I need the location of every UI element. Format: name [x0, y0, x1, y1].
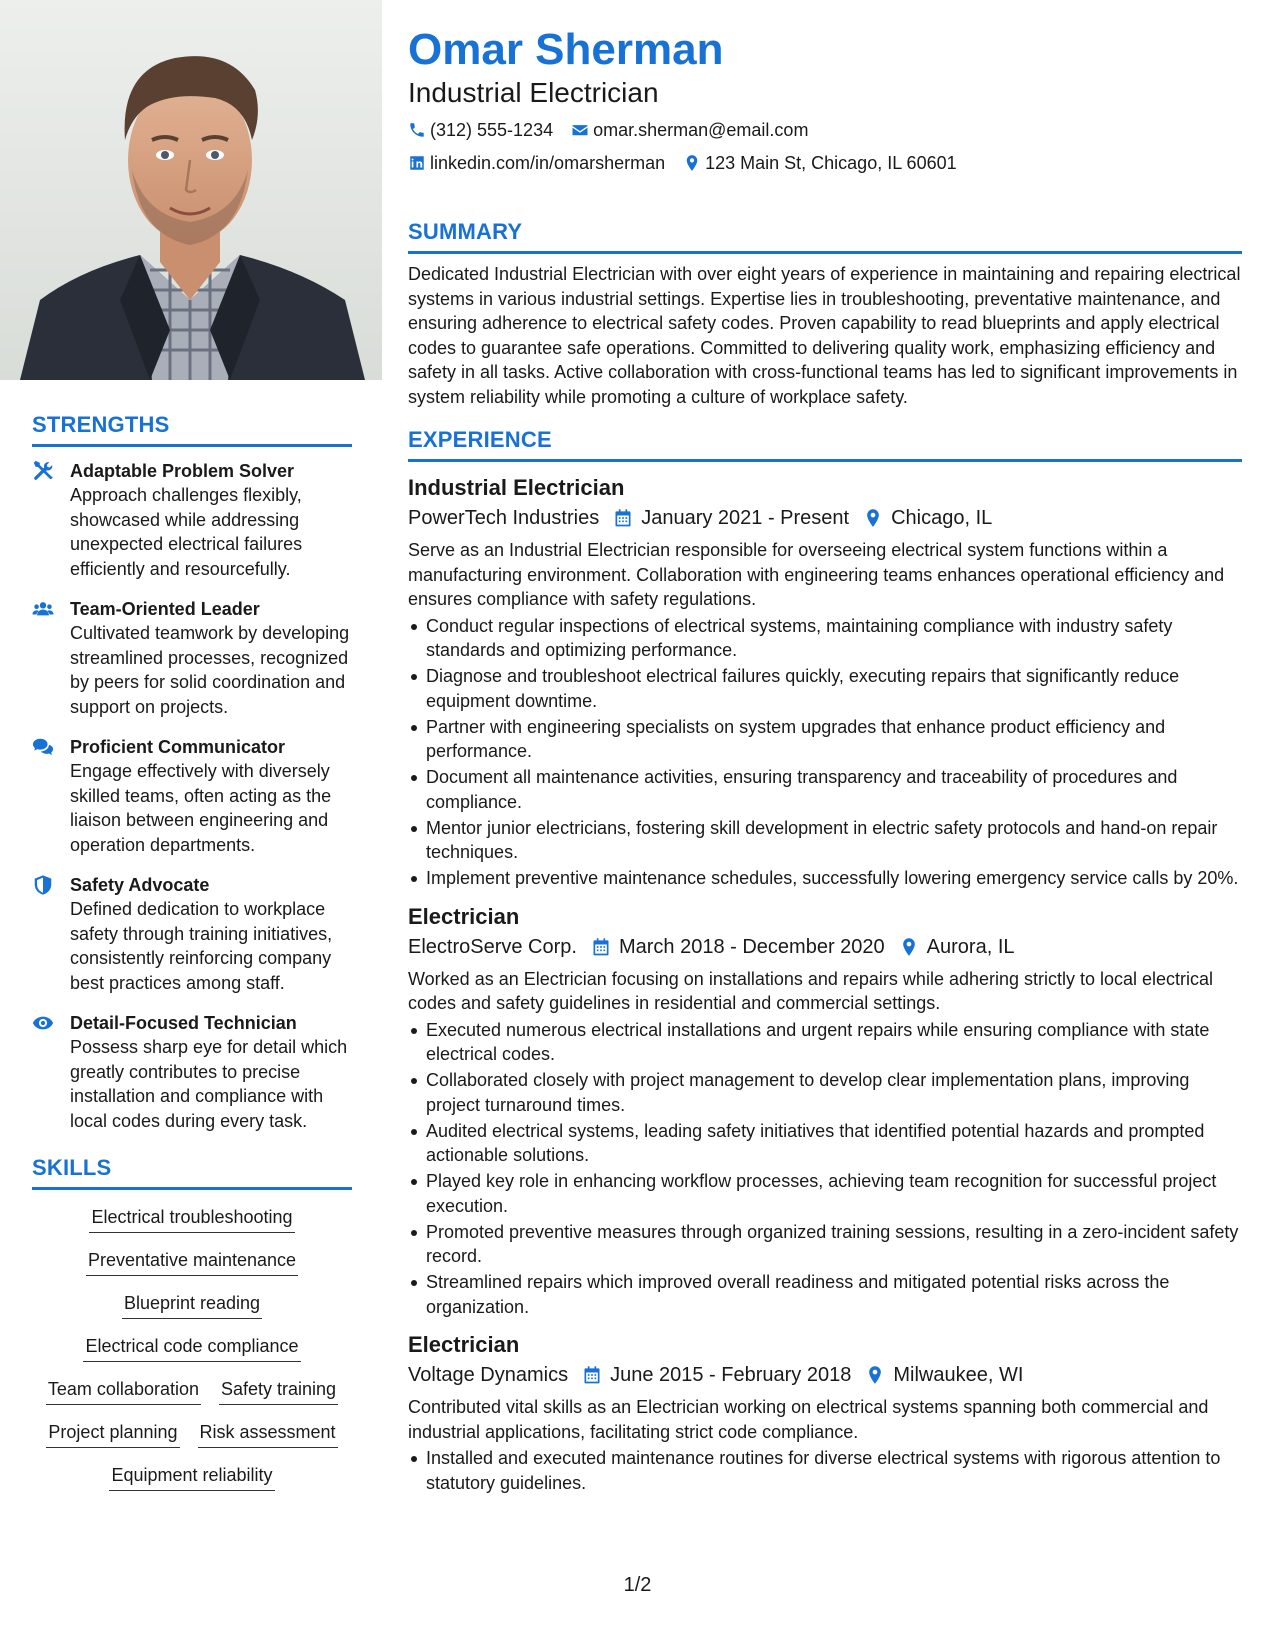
- comments-icon: [32, 735, 70, 857]
- summary-text: Dedicated Industrial Electrician with over eight years of experience in maintaining and repairing electrical systems in various industrial settings. Expertise lies in troubleshooting, preventative maintenance, and ensuring adherence to electrical safety codes. Proven capability to read blueprints and apply electrical codes to guarantee safe operations. Committed to delivering quality work, emphasizing efficiency and safety in all tasks. Active collaboration with cross-functional teams has led to significant improvements in system reliability while promoting a culture of workplace safety.: [408, 264, 1241, 407]
- sidebar-content: [32, 412, 352, 1491]
- job-entry: [408, 1331, 1242, 1495]
- linkedin-icon: [408, 154, 426, 172]
- envelope-icon: [571, 121, 589, 139]
- phone-icon: [408, 121, 426, 139]
- company-name: ElectroServe Corp.: [408, 935, 577, 958]
- eye-icon: [32, 1011, 70, 1133]
- list-item: Installed and executed maintenance routines for diverse electrical systems with rigorous attention to statutory guidelines.: [408, 1446, 1242, 1495]
- sidebar: [0, 0, 382, 1650]
- list-item: Conduct regular inspections of electrical systems, maintaining compliance with industry safety standards and optimizing performance.: [408, 614, 1242, 663]
- strength-description: Approach challenges flexibly, showcased while addressing unexpected electrical failures efficiently and resourcefully.: [70, 485, 303, 579]
- profile-photo: [0, 0, 382, 380]
- location-pin-icon: [683, 154, 701, 172]
- job-description: Serve as an Industrial Electrician responsible for overseeing electrical system functions within a manufacturing environment. Collaboration with engineering teams enhances operational efficiency and ensures compliance with safety regulations.: [408, 540, 1225, 609]
- job-dates: January 2021 - Present: [641, 507, 850, 529]
- experience-heading: EXPERIENCE: [408, 427, 1242, 462]
- job-bullets: [408, 614, 1242, 891]
- strength-description: Defined dedication to workplace safety through training initiatives, consistently reinforcing company best practices among staff.: [70, 899, 333, 993]
- job-meta: [408, 1361, 1242, 1389]
- tools-icon: [32, 459, 70, 581]
- strength-title: Team-Oriented Leader: [70, 599, 260, 619]
- address-text: 123 Main St, Chicago, IL 60601: [705, 153, 957, 173]
- strength-title: Detail-Focused Technician: [70, 1013, 297, 1033]
- summary-heading: SUMMARY: [408, 219, 1242, 254]
- job-title: Electrician: [408, 903, 520, 929]
- strength-item: [32, 735, 352, 857]
- job-location: Aurora, IL: [926, 935, 1015, 958]
- contact-info: [408, 118, 1242, 175]
- users-icon: [32, 597, 70, 719]
- skill-tag: Blueprint reading: [122, 1290, 262, 1319]
- strength-title: Safety Advocate: [70, 875, 210, 895]
- job-entry: [408, 903, 1242, 1320]
- shield-icon: [32, 873, 70, 995]
- job-location: Milwaukee, WI: [893, 1364, 1024, 1386]
- avatar: [0, 0, 382, 380]
- strengths-heading: STRENGTHS: [32, 412, 352, 447]
- job-title: Electrician: [408, 1332, 520, 1357]
- job-meta: [408, 933, 1242, 961]
- location-pin-icon: [899, 937, 919, 957]
- list-item: Mentor junior electricians, fostering skill development in electric safety protocols and hand-on repair techniques.: [408, 816, 1242, 865]
- email-text: omar.sherman@email.com: [593, 120, 809, 140]
- list-item: Partner with engineering specialists on system upgrades that enhance product efficiency and performance.: [408, 715, 1242, 764]
- page-number: 1/2: [623, 1574, 652, 1596]
- skills-list: [32, 1204, 352, 1491]
- phone-text: (312) 555-1234: [430, 120, 554, 140]
- job-dates: March 2018 - December 2020: [618, 935, 885, 958]
- job-meta: [408, 504, 1242, 532]
- list-item: Promoted preventive measures through organized training sessions, resulting in a zero-incident safety record.: [408, 1220, 1242, 1269]
- skill-tag: Preventative maintenance: [86, 1247, 298, 1276]
- candidate-role: Industrial Electrician: [408, 77, 659, 108]
- skill-tag: Electrical code compliance: [83, 1333, 300, 1362]
- list-item: Played key role in enhancing workflow processes, achieving team recognition for successful project execution.: [408, 1169, 1242, 1218]
- skill-tag: Team collaboration: [46, 1376, 201, 1405]
- strength-item: [32, 1011, 352, 1133]
- job-dates: June 2015 - February 2018: [610, 1364, 852, 1386]
- job-entry: [408, 474, 1242, 891]
- address-contact: [683, 151, 957, 175]
- list-item: Diagnose and troubleshoot electrical failures quickly, executing repairs that significantly reduce equipment downtime.: [408, 664, 1242, 713]
- list-item: Executed numerous electrical installations and urgent repairs while ensuring compliance with state electrical codes.: [408, 1018, 1242, 1067]
- location-pin-icon: [863, 508, 883, 528]
- linkedin-contact[interactable]: [408, 151, 665, 175]
- calendar-icon: [613, 508, 633, 528]
- strength-item: [32, 459, 352, 581]
- experience-section: [408, 427, 1242, 1495]
- main-content: [408, 24, 1242, 1497]
- skills-heading: SKILLS: [32, 1155, 352, 1190]
- location-pin-icon: [865, 1365, 885, 1385]
- strength-description: Engage effectively with diversely skilled teams, often acting as the liaison between engineering and operation departments.: [70, 761, 332, 855]
- skill-tag: Electrical troubleshooting: [89, 1204, 294, 1233]
- list-item: Document all maintenance activities, ensuring transparency and traceability of procedures and compliance.: [408, 765, 1242, 814]
- strength-description: Cultivated teamwork by developing streamlined processes, recognized by peers for solid coordination and support on projects.: [70, 623, 350, 717]
- calendar-icon: [591, 937, 611, 957]
- list-item: Audited electrical systems, leading safety initiatives that identified potential hazards and prompted actionable solutions.: [408, 1119, 1242, 1168]
- strength-item: [32, 873, 352, 995]
- strength-item: [32, 597, 352, 719]
- linkedin-text: linkedin.com/in/omarsherman: [430, 153, 666, 173]
- strength-title: Proficient Communicator: [70, 737, 286, 757]
- company-name: PowerTech Industries: [408, 507, 600, 529]
- candidate-name: Omar Sherman: [408, 25, 724, 74]
- calendar-icon: [582, 1365, 602, 1385]
- list-item: Collaborated closely with project management to develop clear implementation plans, improving project turnaround times.: [408, 1068, 1242, 1117]
- job-title: Industrial Electrician: [408, 475, 625, 500]
- job-description: Worked as an Electrician focusing on installations and repairs while adhering strictly to local electrical codes and safety guidelines in residential and commercial settings.: [408, 968, 1214, 1013]
- strength-title: Adaptable Problem Solver: [70, 461, 295, 481]
- job-bullets: [408, 1018, 1242, 1320]
- skill-tag: Safety training: [219, 1376, 338, 1405]
- job-bullets: [408, 1446, 1242, 1495]
- skill-tag: Project planning: [46, 1419, 179, 1448]
- company-name: Voltage Dynamics: [408, 1364, 569, 1386]
- email-contact[interactable]: [571, 118, 808, 142]
- list-item: Implement preventive maintenance schedules, successfully lowering emergency service calls by 20%.: [408, 866, 1242, 891]
- list-item: Streamlined repairs which improved overall readiness and mitigated potential risks across the organization.: [408, 1270, 1242, 1319]
- phone-contact[interactable]: [408, 118, 553, 142]
- job-location: Chicago, IL: [891, 507, 993, 529]
- skill-tag: Risk assessment: [198, 1419, 338, 1448]
- strengths-list: [32, 459, 352, 1133]
- job-description: Contributed vital skills as an Electrician working on electrical systems spanning both commercial and industrial applications, facilitating strict code compliance.: [408, 1397, 1209, 1442]
- summary-section: [408, 219, 1242, 409]
- skill-tag: Equipment reliability: [109, 1462, 274, 1491]
- strength-description: Possess sharp eye for detail which greatly contributes to precise installation and compliance with local codes during every task.: [70, 1037, 348, 1131]
